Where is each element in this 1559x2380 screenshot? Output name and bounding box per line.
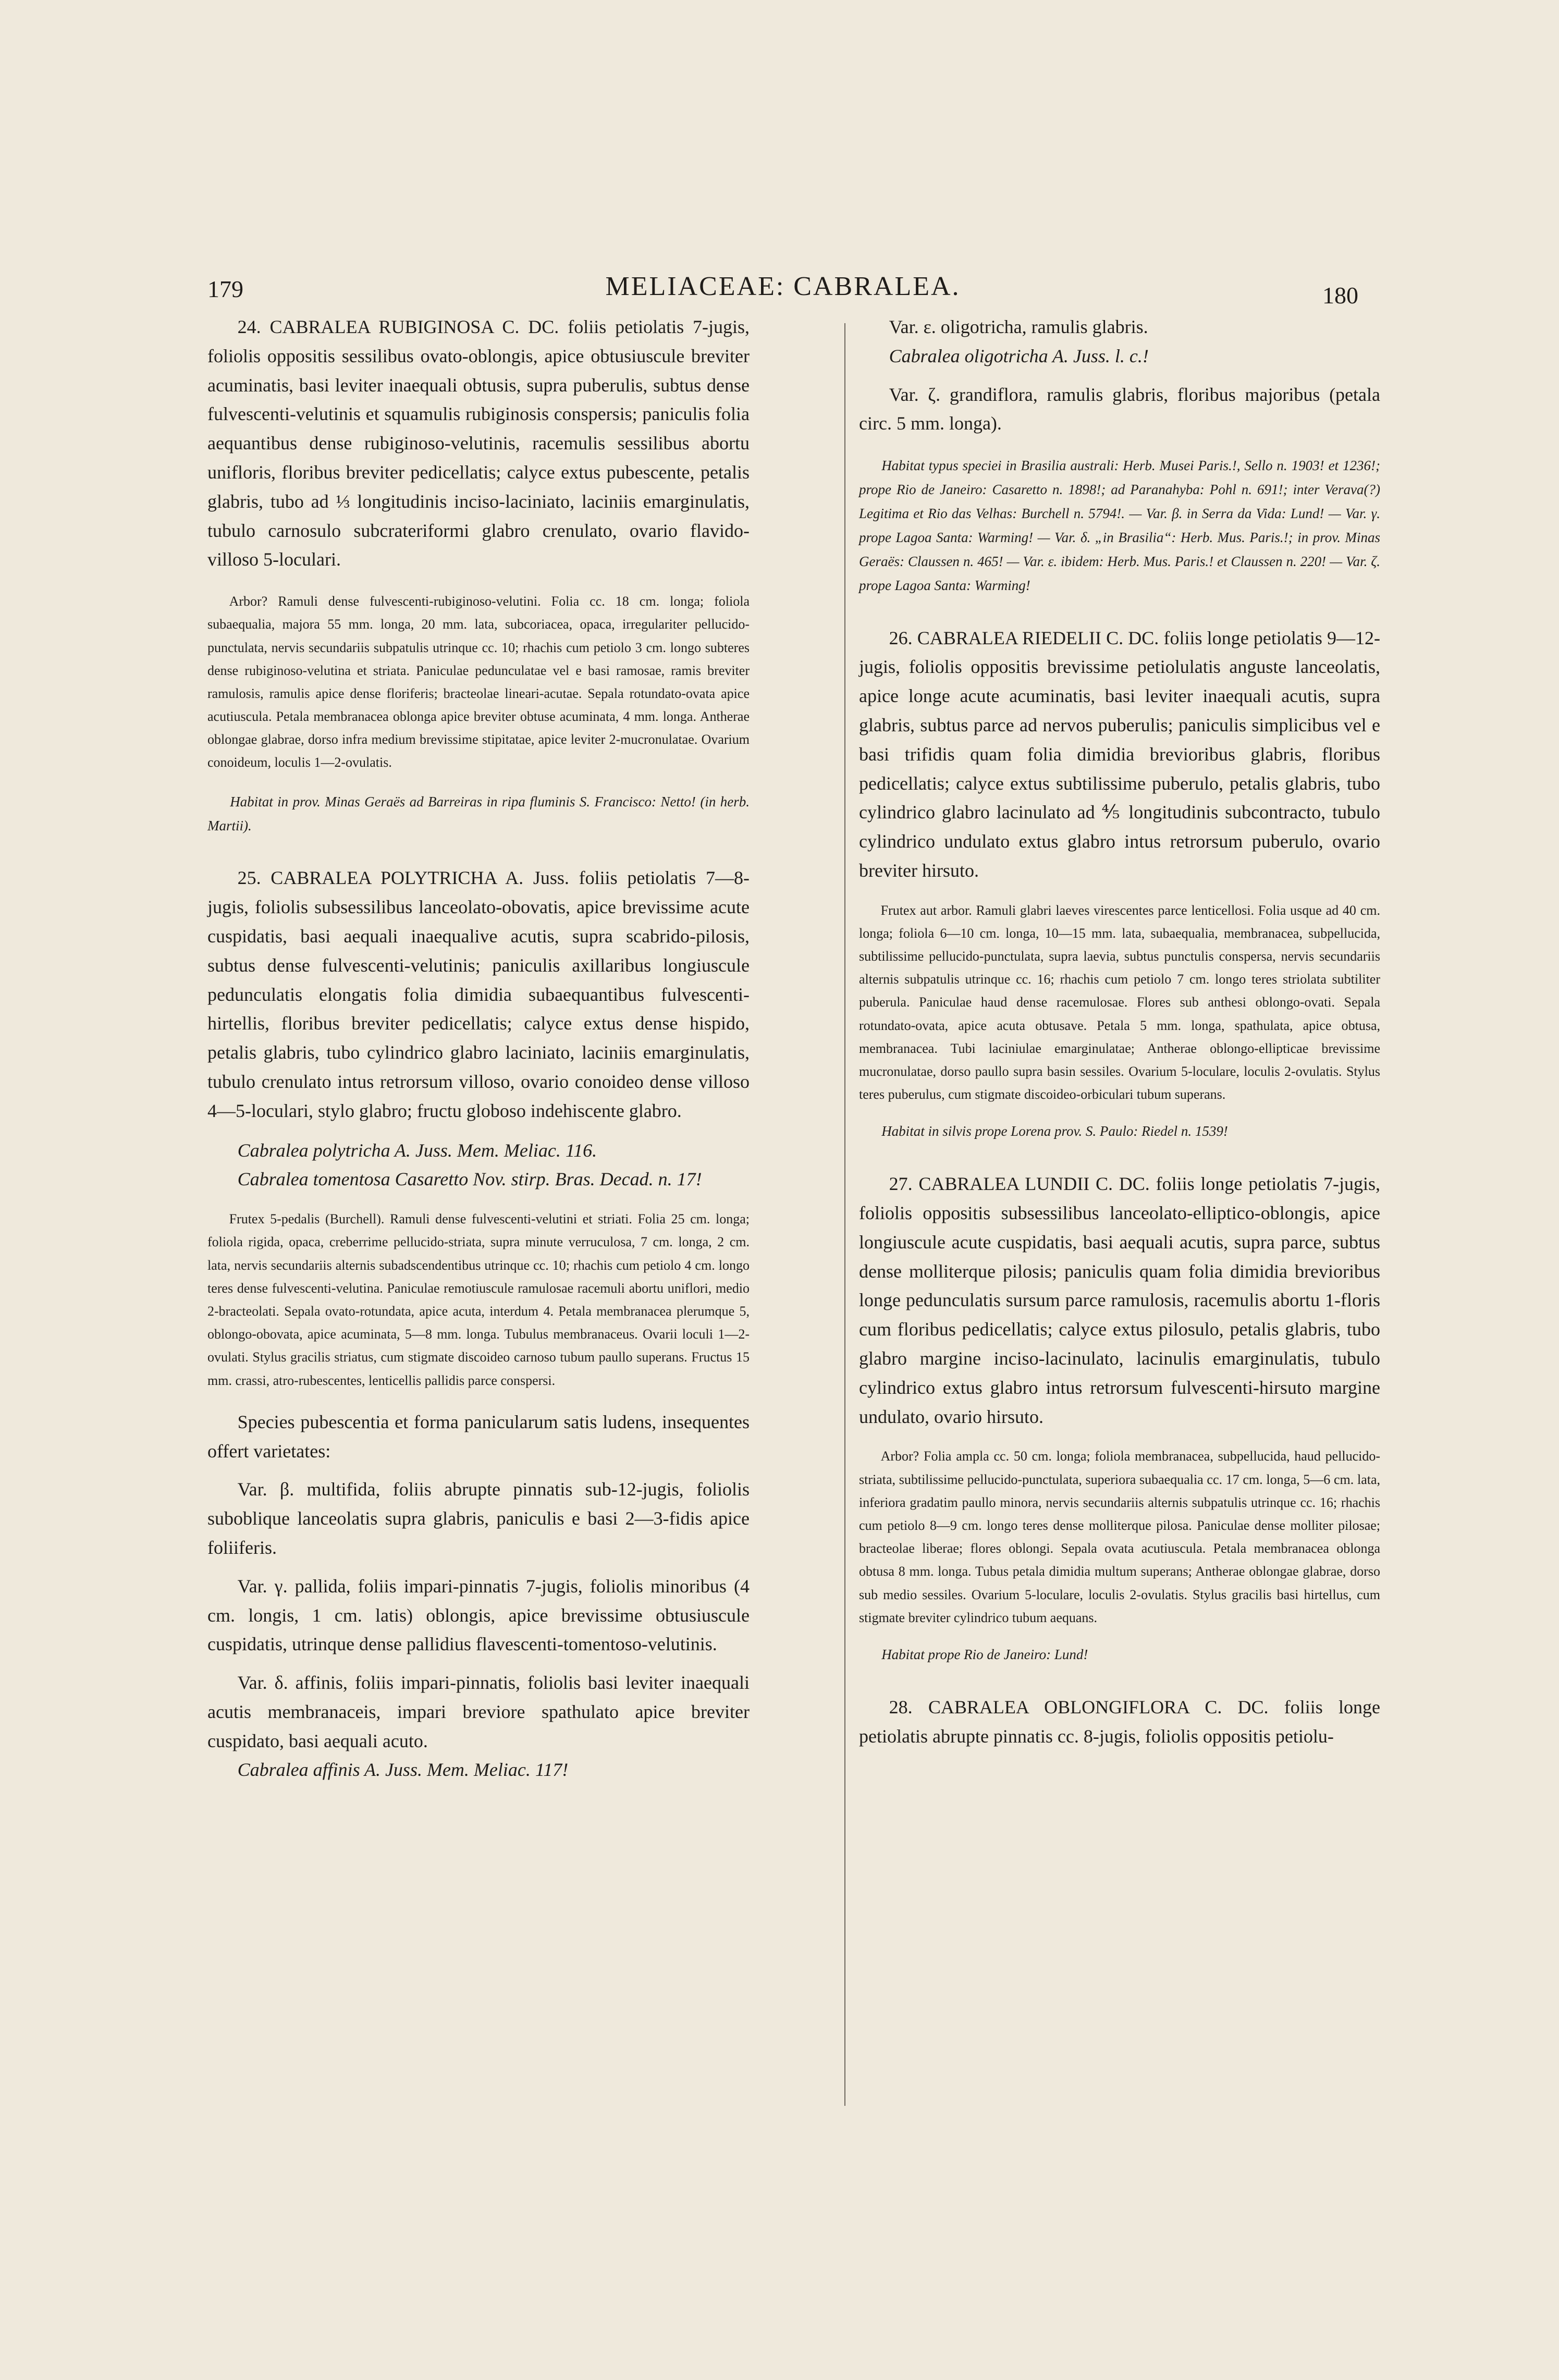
species-27-heading: 27. CABRALEA LUNDII C. DC. [889, 1173, 1156, 1195]
species-27-description: Arbor? Folia ampla cc. 50 cm. longa; foliola membranacea, subpellucida, haud pellucido-striata, subtilissime pellucido-punctulata, superiora subaequalia cc. 17 cm. longa, 5—6 cm. lata, inferiora gradatim paullo minora, nervis secundariis alternis subpatulis utrinque cc. 16; rhachis cum petiolo 8—9 cm. longo teres dense molliterque pilosa. Paniculae dense molliter pilosae; bracteolae liberae; flores oblongi. Sepala ovata acutiuscula. Petala membranacea oblonga obtusa 8 mm. longa. Tubus petala dimidia multum superans; Antherae oblongae glabrae, dorso sub medio sessiles. Ovarium 5-loculare, loculis 2-ovulatis. Stylus gracilis basi hirtellus, cum stigmate breviter cylindrico tubum aequans. [859, 1449, 1380, 1625]
species-25-habitat: Habitat typus speciei in Brasilia australi: Herb. Musei Paris.!, Sello n. 1903! et 1236!; prope Rio de Janeiro: Casaretto n. 1898!; ad Paranahyba: Pohl n. 691!; inter Verava(?) Legitima et Rio das Velhas: Burchell n. 5794!. — Var. β. in Serra da Vida: Lund! — Var. γ. prope Lagoa Santa: Warming! — Var. δ. „in Brasilia“: Herb. Mus. Paris.!; in prov. Minas Geraës: Claussen n. 465! — Var. ε. ibidem: Herb. Mus. Paris.! et Claussen n. 220! — Var. ζ. prope Lagoa Santa: Warming! [859, 458, 1380, 593]
species-28-diagnosis: foliis longe petiolatis abrupte pinnatis cc. 8-jugis, foliolis oppositis petiolu- [859, 1696, 1381, 1747]
species-24-description: Arbor? Ramuli dense fulvescenti-rubiginoso-velutini. Folia cc. 18 cm. longa; foliola subaequalia, majora 55 mm. longa, 20 mm. lata, subcoriacea, opaca, irregulariter pellucido-punctulata, nervis secundariis subpatulis utrinque cc. 10; rhachis cum petiolo 3 cm. longo subteres dense rubiginoso-velutina et striata. Paniculae pedunculatae vel e basi ramosae, ramis breviter ramulosis, ramulis apice dense floriferis; bracteolae lineari-acutae. Sepala rotundato-ovata apice acutiuscula. Petala membranacea oblonga apice breviter obtuse acuminata, 4 mm. longa. Antherae oblongae glabrae, dorso infra medium brevissime stipitatae, apice leviter 2-mucronulatae. Ovarium conoideum, loculis 1—2-ovulatis. [207, 594, 750, 770]
varieties-intro: Species pubescentia et forma panicularum satis ludens, insequentes offert varietates: [207, 1411, 750, 1462]
species-28 [859, 1693, 1380, 1751]
variety-beta: Var. β. multifida, foliis abrupte pinnatis sub-12-jugis, foliolis suboblique lanceolatis supra glabris, paniculis e basi 2—3-fidis apice foliiferis. [207, 1479, 750, 1558]
species-26 [859, 624, 1380, 886]
running-header [207, 266, 1358, 318]
variety-epsilon-synonym: Cabralea oligotricha A. Juss. l. c.! [889, 345, 1149, 366]
species-25 [207, 864, 750, 1125]
species-26-habitat: Habitat in silvis prope Lorena prov. S. Paulo: Riedel n. 1539! [881, 1123, 1228, 1139]
species-24-diagnosis: foliis petiolatis 7-jugis, foliolis oppositis sessilibus ovato-oblongis, apice obtusiuscule breviter acuminatis, basi leviter inaequali obtusis, supra puberulis, subtus dense fulvescenti-velutinis et squamulis rubiginosis conspersis; paniculis folia aequantibus dense rubiginoso-velutinis, racemulis sessilibus abortu unifloris, floribus breviter pedicellatis; calyce extus pubescente, petalis glabris, tubo ad ⅓ longitudinis inciso-laciniato, laciniis emarginulatis, tubulo carnosulo subcrateriformi glabro crenulato, ovario flavido-villoso 5-loculari. [207, 316, 750, 570]
variety-epsilon: Var. ε. oligotricha, ramulis glabris. [889, 316, 1148, 337]
species-24-heading: 24. CABRALEA RUBIGINOSA C. DC. [237, 316, 568, 337]
left-column [207, 313, 750, 1785]
species-24-habitat: Habitat in prov. Minas Geraës ad Barreiras in ripa fluminis S. Francisco: Netto! (in herb. Martii). [207, 793, 750, 833]
page-number-right: 180 [1322, 282, 1358, 309]
right-column [859, 313, 1380, 1751]
variety-gamma: Var. γ. pallida, foliis impari-pinnatis 7-jugis, foliolis minoribus (4 cm. longis, 1 cm. latis) oblongis, apice brevissime obtusiuscule cuspidatis, utrinque dense pallidius flavescenti-tomentoso-velutinis. [207, 1575, 750, 1655]
species-25-synonym-1: Cabralea polytricha A. Juss. Mem. Meliac. 116. [237, 1139, 597, 1161]
running-title: MELIACEAE: CABRALEA. [605, 272, 961, 301]
page-number-left: 179 [207, 276, 243, 302]
species-27 [859, 1170, 1380, 1431]
column-divider [844, 323, 845, 2106]
variety-delta: Var. δ. affinis, foliis impari-pinnatis, foliolis basi leviter inaequali acutis membranaceis, impari breviore spathulato apice breviter cuspidato, basi aequali acuto. [207, 1672, 750, 1751]
species-26-description: Frutex aut arbor. Ramuli glabri laeves virescentes parce lenticellosi. Folia usque ad 40 cm. longa; foliola 6—10 cm. longa, 10—15 mm. lata, subaequalia, membranacea, subpellucida, subtilissime pellucido-punctulata, supra laevia, subtus punctulis conspersa, nervis secundariis alternis subpatulis utrinque cc. 16; rhachis cum petiolo 7 cm. longo teres striolata subtiliter puberula. Paniculae haud dense racemulosae. Flores sub anthesi oblongo-ovati. Sepala rotundato-ovata, apice acuta obtusave. Petala 5 mm. longa, spathulata, apice obtusa, membranacea. Tubi laciniulae emarginulatae; Antherae oblongo-ellipticae brevissime mucronulatae, dorso paullo supra basin sessiles. Ovarium 5-loculare, loculis 2-ovulatis. Stylus teres puberulus, cum stigmate discoideo-orbiculari tubum superans. [859, 902, 1380, 1102]
species-25-synonym-2: Cabralea tomentosa Casaretto Nov. stirp. Bras. Decad. n. 17! [237, 1169, 702, 1190]
species-26-heading: 26. CABRALEA RIEDELII C. DC. [889, 627, 1164, 648]
species-27-habitat: Habitat prope Rio de Janeiro: Lund! [881, 1646, 1088, 1662]
species-28-heading: 28. CABRALEA OBLONGIFLORA C. DC. [889, 1696, 1284, 1717]
species-26-diagnosis: foliis longe petiolatis 9—12-jugis, foliolis oppositis brevissime petiolulatis anguste lanceolatis, apice longe acute acuminatis, basi leviter inaequali acutis, supra glabris, subtus parce ad nervos puberulis; paniculis simplicibus vel e basi trifidis quam folia dimidia brevioribus glabris, floribus pedicellatis; calyce extus subtilissime puberulo, petalis glabris, tubo cylindrico glabro lacinulato ad ⅘ longitudinis subcontracto, tubulo cylindrico undulato extus glabro intus retrorsum puberulo, ovario breviter hirsuto. [859, 627, 1380, 881]
variety-zeta: Var. ζ. grandiflora, ramulis glabris, floribus majoribus (petala circ. 5 mm. longa). [859, 384, 1380, 434]
species-25-diagnosis: foliis petiolatis 7—8-jugis, foliolis subsessilibus lanceolato-obovatis, apice brevissime acute cuspidatis, basi aequali inaequalive acutis, supra scabrido-pilosis, subtus dense fulvescenti-velutinis; paniculis axillaribus longiuscule pedunculatis elongatis folia dimidia subaequantibus fulvescenti-hirtellis, floribus breviter pedicellatis; calyce extus dense hispido, petalis glabris, tubo cylindrico glabro laciniato, laciniis emarginulatis, tubulo crenulato intus retrorsum villoso, ovario conoideo dense villoso 4—5-loculari, stylo glabro; fructu globoso indehiscente glabro. [207, 867, 750, 1121]
variety-delta-synonym: Cabralea affinis A. Juss. Mem. Meliac. 117! [237, 1759, 569, 1781]
species-25-description: Frutex 5-pedalis (Burchell). Ramuli dense fulvescenti-velutini et striati. Folia 25 cm. longa; foliola rigida, opaca, creberrime pellucido-striata, supra minute verruculosa, 7 cm. longa, 2 cm. lata, nervis secundariis alternis subadscendentibus utrinque cc. 10; rhachis cum petiolo 4 cm. longo teres dense fulvescenti-velutina. Paniculae remotiuscule ramulosae racemuli abortu uniflori, medio 2-bracteolati. Sepala ovato-rotundata, apice acuta, interdum 4. Petala membranacea plerumque 5, oblongo-obovata, apice acuminata, 5—8 mm. longa. Tubulus membranaceus. Ovarii loculi 1—2-ovulati. Stylus gracilis striatus, cum stigmate discoideo carnoso tubum paullo superans. Fructus 15 mm. crassi, atro-rubescentes, lenticellis pallidis parce conspersi. [207, 1211, 750, 1388]
species-25-heading: 25. CABRALEA POLYTRICHA A. Juss. [237, 867, 579, 889]
species-27-diagnosis: foliis longe petiolatis 7-jugis, foliolis oppositis subsessilibus lanceolato-elliptico-oblongis, apice longiuscule acute cuspidatis, basi aequali acutis, supra parce, subtus dense molliterque pilosis; paniculis quam folia dimidia brevioribus longe pedunculatis sursum parce ramulosis, racemulis abortu 1-floris cum floribus pedicellatis; calyce extus pilosulo, petalis glabris, tubo glabro margine inciso-lacinulato, lacinulis emarginulatis, tubulo cylindrico extus glabro intus retrorsum fulvescenti-hirsuto margine undulato, ovario hirsuto. [859, 1173, 1380, 1427]
species-24 [207, 313, 750, 574]
